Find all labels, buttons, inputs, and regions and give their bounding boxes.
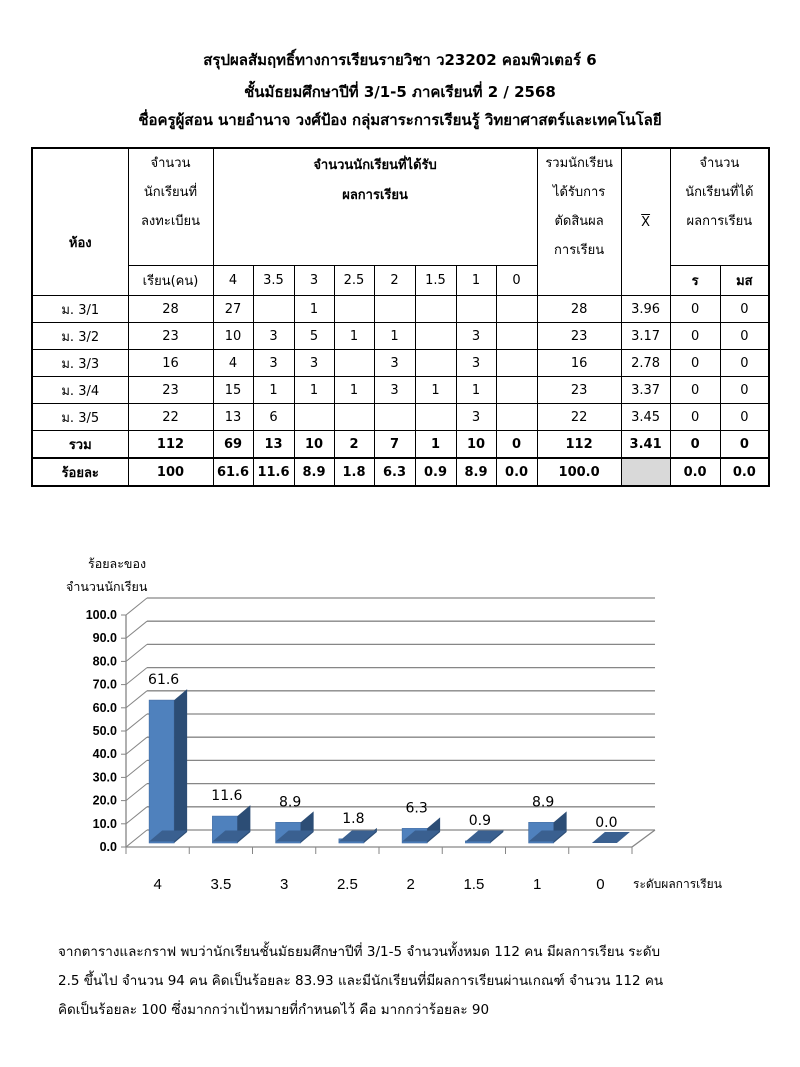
gridline-depth [126, 598, 147, 615]
mean-cell: 3.17 [621, 323, 670, 350]
chart-axes [121, 615, 655, 854]
grade-count-cell: 0 [496, 431, 537, 459]
data-label: 8.9 [278, 794, 302, 811]
data-label: 0.0 [595, 815, 618, 831]
grade-header: 1.5 [415, 265, 456, 295]
header-room: ห้อง [32, 148, 128, 296]
grade-count-cell: 1 [334, 377, 374, 404]
room-cell: ม. 3/3 [32, 350, 128, 377]
grade-count-cell: 6 [253, 404, 294, 431]
grade-header: 3.5 [253, 265, 294, 295]
r-cell: 0 [670, 377, 720, 404]
grade-count-cell [415, 296, 456, 323]
total-cell: 112 [537, 431, 621, 459]
table-row [32, 350, 769, 377]
r-cell: 0 [670, 350, 720, 377]
grade-count-cell: 27 [213, 296, 253, 323]
grade-header: 3 [294, 265, 334, 295]
report-subtitle-class-term: ชั้นมัธยมศึกษาปีที่ 3/1-5 ภาคเรียนที่ 2 / 2568 [244, 83, 556, 101]
header-ms: มส [720, 265, 769, 295]
bar-side [174, 689, 187, 843]
y-tick-label: 60.0 [92, 700, 117, 715]
analysis-line: 2.5 ขึ้นไป จำนวน 94 คน คิดเป็นร้อยละ 83.93 และมีนักเรียนที่มีผลการเรียนผ่านเกณฑ์ จำนวน 112 คน [58, 973, 664, 989]
grade-count-cell [496, 323, 537, 350]
grade-count-cell: 3 [456, 323, 496, 350]
grade-count-cell: 3 [253, 323, 294, 350]
room-cell: ม. 3/4 [32, 377, 128, 404]
room-cell: ม. 3/2 [32, 323, 128, 350]
grade-count-cell [253, 296, 294, 323]
ms-cell: 0 [720, 350, 769, 377]
data-label: 11.6 [211, 788, 243, 805]
bar [529, 811, 567, 843]
y-tick-label: 100.0 [85, 608, 117, 622]
ms-cell: 0 [720, 404, 769, 431]
data-label: 0.9 [468, 812, 492, 829]
ms-cell: 0 [720, 431, 769, 459]
grade-count-cell: 13 [253, 431, 294, 459]
grade-count-cell: 15 [213, 377, 253, 404]
gridline-depth [126, 644, 147, 661]
gridline-depth [126, 621, 147, 638]
grade-count-cell: 1 [415, 377, 456, 404]
x-tick-label: 3 [279, 876, 289, 893]
header-enrolled: จำนวน นักเรียนที่ ลงทะเบียน [128, 148, 213, 265]
grade-count-cell [334, 404, 374, 431]
grade-count-cell: 1 [456, 377, 496, 404]
room-cell: ม. 3/1 [32, 296, 128, 323]
x-tick-label: 4 [153, 876, 162, 893]
total-cell: 23 [537, 377, 621, 404]
mean-cell: 3.41 [621, 431, 670, 459]
table-row [32, 377, 769, 404]
header-other-group: จำนวน นักเรียนที่ได้ ผลการเรียน [670, 148, 769, 265]
grade-count-cell: 4 [213, 350, 253, 377]
grade-count-cell: 10 [294, 431, 334, 459]
mean-cell: 3.96 [621, 296, 670, 323]
grade-header: 2 [374, 265, 415, 295]
grade-count-cell: 69 [213, 431, 253, 459]
header-total-judged: รวมนักเรียน ได้รับการ ตัดสินผล การเรียน [537, 148, 621, 296]
bar [592, 832, 630, 843]
y-tick-label: 70.0 [92, 677, 117, 692]
grade-count-cell: 1 [294, 296, 334, 323]
chart-gridlines [126, 598, 655, 847]
bar [212, 805, 250, 843]
grade-count-cell: 10 [213, 323, 253, 350]
grade-count-cell [496, 350, 537, 377]
report-title: สรุปผลสัมฤทธิ์ทางการเรียนรายวิชา ว23202 คอมพิวเตอร์ 6 [203, 51, 597, 69]
grade-header: 4 [213, 265, 253, 295]
mean-cell: 3.45 [621, 404, 670, 431]
y-tick-label: 50.0 [92, 724, 117, 738]
gridline-depth [126, 830, 147, 847]
grade-header: 1 [456, 265, 496, 295]
grade-count-cell [374, 296, 415, 323]
total-cell: 28 [537, 296, 621, 323]
grade-count-cell [334, 350, 374, 377]
gridline-depth [126, 807, 147, 824]
y-tick-label: 0.0 [99, 840, 117, 854]
x-tick-label: 2 [406, 876, 415, 893]
grade-count-cell [415, 323, 456, 350]
gridline-depth [126, 760, 147, 777]
total-row [32, 431, 769, 459]
grade-count-cell: 1 [294, 377, 334, 404]
grade-count-cell: 0.9 [415, 458, 456, 486]
r-cell: 0 [670, 404, 720, 431]
ms-cell: 0 [720, 296, 769, 323]
data-label: 6.3 [405, 800, 428, 817]
grade-percentage-chart [0, 540, 800, 920]
y-tick-label: 90.0 [92, 631, 117, 646]
analysis-line: จากตารางและกราฟ พบว่านักเรียนชั้นมัธยมศึกษาปีที่ 3/1-5 จำนวนทั้งหมด 112 คน มีผลการเรียน ระดับ [58, 944, 661, 960]
y-tick-label: 40.0 [92, 747, 117, 762]
enrolled-cell: 23 [128, 323, 213, 350]
enrolled-cell: 22 [128, 404, 213, 431]
grade-header: 2.5 [334, 265, 374, 295]
y-axis-title: จำนวนนักเรียน [66, 579, 148, 594]
grade-count-cell: 3 [456, 350, 496, 377]
r-cell: 0 [670, 431, 720, 459]
y-tick-label: 10.0 [92, 816, 117, 831]
grade-count-cell: 61.6 [213, 458, 253, 486]
data-label: 61.6 [148, 672, 180, 689]
grade-count-cell: 5 [294, 323, 334, 350]
grade-count-cell: 3 [456, 404, 496, 431]
enrolled-cell: 100 [128, 458, 213, 486]
grade-count-cell: 1 [253, 377, 294, 404]
gridline-depth [126, 737, 147, 754]
r-cell: 0 [670, 323, 720, 350]
grade-count-cell [415, 350, 456, 377]
total-cell: 16 [537, 350, 621, 377]
table-row [32, 404, 769, 431]
bar [149, 689, 187, 843]
bar [276, 811, 314, 843]
data-label: 8.9 [531, 794, 555, 811]
floor-edge [632, 830, 655, 847]
grade-count-cell [294, 404, 334, 431]
grade-count-cell: 7 [374, 431, 415, 459]
ms-cell: 0.0 [720, 458, 769, 486]
x-axis-title: ระดับผลการเรียน [633, 877, 722, 891]
grade-count-cell: 10 [456, 431, 496, 459]
r-cell: 0 [670, 296, 720, 323]
mean-cell [621, 458, 670, 486]
grade-count-cell: 8.9 [456, 458, 496, 486]
table-row [32, 296, 769, 323]
grade-count-cell [415, 404, 456, 431]
grade-count-cell: 1 [334, 323, 374, 350]
grade-count-cell: 1 [415, 431, 456, 459]
y-tick-label: 20.0 [92, 793, 117, 808]
gridline-depth [126, 784, 147, 801]
grade-count-cell: 6.3 [374, 458, 415, 486]
gridline-depth [126, 714, 147, 731]
header-r: ร [670, 265, 720, 295]
grade-count-cell: 3 [253, 350, 294, 377]
analysis-paragraph [58, 938, 768, 1025]
data-label: 1.8 [342, 810, 365, 827]
grade-count-cell: 1 [374, 323, 415, 350]
y-tick-label: 80.0 [92, 654, 117, 669]
y-tick-label: 30.0 [92, 770, 117, 785]
grade-count-cell [496, 404, 537, 431]
header-enrolled-unit: เรียน(คน) [128, 265, 213, 295]
bar-front [149, 700, 174, 843]
enrolled-cell: 112 [128, 431, 213, 459]
x-tick-label: 2.5 [336, 876, 358, 893]
grade-header: 0 [496, 265, 537, 295]
x-tick-label: 1 [532, 876, 542, 893]
ms-cell: 0 [720, 323, 769, 350]
percent-row [32, 458, 769, 486]
analysis-line: คิดเป็นร้อยละ 100 ซึ่งมากกว่าเป้าหมายที่กำหนดไว้ คือ มากกว่าร้อยละ 90 [58, 1002, 490, 1018]
total-cell: 22 [537, 404, 621, 431]
grade-count-cell: 1.8 [334, 458, 374, 486]
grade-count-cell: 2 [334, 431, 374, 459]
grade-summary-table [31, 147, 770, 487]
x-tick-label: 3.5 [210, 876, 232, 893]
grade-count-cell [496, 377, 537, 404]
bar [465, 830, 503, 843]
y-axis-title: ร้อยละของ [88, 556, 147, 571]
mean-cell: 2.78 [621, 350, 670, 377]
table-row [32, 323, 769, 350]
gridline-depth [126, 691, 147, 708]
grade-count-cell: 13 [213, 404, 253, 431]
report-teacher-department: ชื่อครูผู้สอน นายอำนาจ วงศ์ป้อง กลุ่มสาระการเรียนรู้ วิทยาศาสตร์และเทคโนโลยี [138, 111, 662, 129]
grade-count-cell [456, 296, 496, 323]
total-cell: 100.0 [537, 458, 621, 486]
total-cell: 23 [537, 323, 621, 350]
bar [402, 817, 440, 843]
grade-count-cell: 3 [374, 350, 415, 377]
room-cell: รวม [32, 431, 128, 459]
enrolled-cell: 23 [128, 377, 213, 404]
grade-count-cell: 3 [374, 377, 415, 404]
chart-bars [149, 689, 630, 843]
bar-top [592, 832, 630, 843]
r-cell: 0.0 [670, 458, 720, 486]
grade-count-cell: 8.9 [294, 458, 334, 486]
room-cell: ม. 3/5 [32, 404, 128, 431]
grade-count-cell [334, 296, 374, 323]
x-tick-label: 0 [596, 876, 605, 893]
grade-count-cell: 11.6 [253, 458, 294, 486]
mean-cell: 3.37 [621, 377, 670, 404]
enrolled-cell: 28 [128, 296, 213, 323]
grade-count-cell: 3 [294, 350, 334, 377]
enrolled-cell: 16 [128, 350, 213, 377]
header-mean: $\overline{X}$ [621, 148, 670, 296]
grade-count-cell [374, 404, 415, 431]
header-row [32, 148, 769, 265]
room-cell: ร้อยละ [32, 458, 128, 486]
grade-count-cell [496, 296, 537, 323]
gridline-depth [126, 668, 147, 685]
x-tick-label: 1.5 [463, 876, 485, 893]
grade-count-cell: 0.0 [496, 458, 537, 486]
ms-cell: 0 [720, 377, 769, 404]
header-grades-group: จำนวนนักเรียนที่ได้รับ ผลการเรียน [213, 148, 537, 265]
